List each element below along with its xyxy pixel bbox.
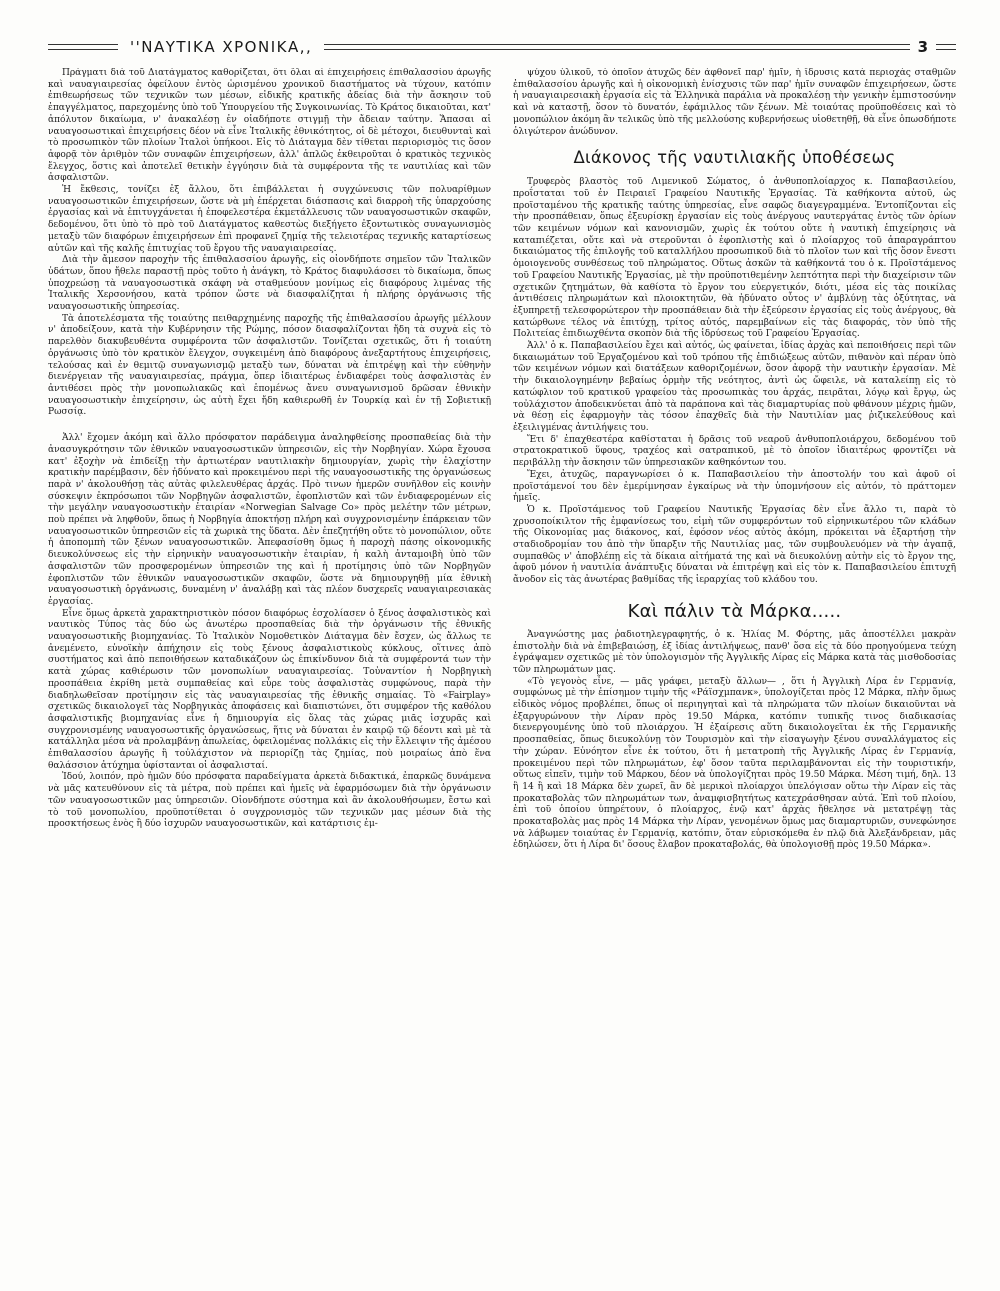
article-paragraph: Πράγματι διὰ τοῦ Διατάγματος καθορίζεται, ὅτι ὅλαι αἱ ἐπιχειρήσεις ἐπιθαλασσίου ἀρωγῆς καὶ ναυαγιαιρεσίας ὀφείλουν ἐντὸς ὡρισμένου χρονικοῦ διαστήματος νὰ τύχουν, κατόπιν ἐπιθεωρήσεως τῶν τεχνικῶν των μέσων, εἰδικῆς κρατικῆς ἀδείας διὰ τὴν ἄσκησιν τοῦ ἐπαγγέλματος, παρεχομένης ὑπὸ τοῦ Ὑπουργείου τῆς Συγκοινωνίας. Τὸ Κράτος δικαιοῦται, κατ' ἀπόλυτον δικαίωμα, ν' ἀνακαλέσῃ ἐν οἱαδήποτε στιγμῇ τὴν ἄδειαν ταύτην. Ἅπασαι αἱ ναυαγοσωστικαὶ ἐπιχειρήσεις δέον νὰ εἶνε Ἰταλικῆς ἐθνικότητος, οἱ δὲ μέτοχοι, διευθυνταὶ καὶ τὸ προσωπικὸν τῶν πλοίων Ἰταλοὶ ὑπήκοοι. Εἰς τὸ Διάταγμα δὲν τίθεται περιορισμὸς τις ὅσον ἀφορᾷ τὸν ἀριθμὸν τῶν συναφῶν ἐπιχειρήσεων, ἀλλ' ἁπλῶς ἐκθειροῦται ὁ κρατικὸς τεχνικὸς ἔλεγχος, ὅστις καὶ ἀποτελεῖ θετικὴν ἐγγύησιν διὰ τὰ συμφέροντα τῆς τε ναυτιλίας καὶ τῶν ἀσφαλιστῶν. xyxy=(48,68,491,184)
article-paragraph: Τρυφερὸς βλαστὸς τοῦ Λιμενικοῦ Σώματος, ὁ ἀνθυποπλοίαρχος κ. Παπαβασιλείου, προΐσταται τοῦ ἐν Πειραιεῖ Γραφείου Ναυτικῆς Ἐργασίας. Τὰ καθήκοντα αὐτοῦ, ὡς προϊσταμένου τῆς κρατικῆς ταύτης ὑπηρεσίας, εἶνε σαφῶς διαγεγραμμένα. Ἐντοπίζονται εἰς τὴν προσπάθειαν, ὅπως ἐξευρίσκῃ ἐργασίαν εἰς τοὺς ἀνέργους ναυτεργάτας ἐντὸς τῶν ὁρίων τῶν κειμένων νόμων καὶ κανονισμῶν, χωρὶς ἐκ τούτου οὔτε ἡ ναυτικὴ ἐπιχείρησις νὰ καταπιέζεται, οὔτε καὶ νὰ στεροῦνται ὁ ἐφοπλιστὴς καὶ ὁ πλοίαρχος τοῦ ἀπαραγράπτου δικαιώματος τῆς ἐπιλογῆς τοῦ καταλλήλου προσωπικοῦ διὰ τὸ πλοῖον των καὶ τῆς ὅσον ἔνεστι ὁμοιογενοῦς συνθέσεως τοῦ πληρώματος. Οὕτως ἀσκῶν τὰ καθήκοντά του ὁ κ. Προϊστάμενος τοῦ Γραφείου Ναυτικῆς Ἐργασίας, μὲ τὴν προϋποτιθεμένην λεπτότητα περὶ τὴν διαχείρισιν τῶν σχετικῶν ζητημάτων, θὰ καθίστα τὸ ἔργον του εὐεργετικόν, διότι, μέσα εἰς τὰς ποικίλας ἀντιθέσεις πληρωμάτων καὶ πλοιοκτητῶν, θὰ ἠδύνατο οὗτος ν' ἀμβλύνῃ τὰς ὀξύτητας, νὰ ἐξυπηρετῇ τελεσφορώτερον τὴν προσπάθειαν διὰ τὴν ἐξεύρεσιν ἐργασίας εἰς τοὺς ἀνέργους, θὰ κατώρθωνε τέλος νὰ ἐπιτύχῃ, τρίτος αὐτός, παρεμβαίνων εἰς τὰς διαφοράς, τὸν ὑπὸ τῆς Πολιτείας ἐπιδιωχθέντα σκοπὸν διὰ τῆς ἱδρύσεως τοῦ Γραφείου Ἐργασίας. xyxy=(513,177,956,340)
left-column xyxy=(48,68,491,1278)
article-paragraph: Τὰ ἀποτελέσματα τῆς τοιαύτης πειθαρχημένης παροχῆς τῆς ἐπιθαλασσίου ἀρωγῆς μέλλουν ν' ἀποδείξουν, κατὰ τὴν Κυβέρνησιν τῆς Ρώμης, πόσον διασφαλίζονται ἤδη τὰ συχνὰ εἰς τὸ παρελθὸν διακυβευθέντα συμφέροντα τῶν ἀσφαλιστῶν. Τονίζεται σχετικῶς, ὅτι ἡ τοιαύτη ὀργάνωσις ὑπὸ τὸν κρατικὸν ἔλεγχον, συγκειμένη ἀπὸ διαφόρους ἀνεξαρτήτους ἐπιχειρήσεις, τελούσας καὶ ἐν θεμιτῷ συναγωνισμῷ μεταξὺ των, δύναται νὰ ἐπιτρέψῃ καὶ τὴν εὐθηνὴν διενέργειαν τῆς ναυαγιαιρεσίας, πράγμα, ὅπερ ἰδιαιτέρως ἐνδιαφέρει τοὺς ἀσφαλιστὰς ἐν ἀντιθέσει πρὸς τὴν μονοπωλιακῶς καὶ ἑπομένως ἄνευ συναγωνισμοῦ δρῶσαν ἐθνικὴν ναυαγοσωστικὴν ἐπιχείρησιν, ὡς αὐτὴ ἔχει ἤδη καθιερωθῆ ἐν Τουρκίᾳ καὶ ἐν τῇ Σοβιετικῇ Ρωσσίᾳ. xyxy=(48,313,491,418)
article-paragraph: Διὰ τὴν ἄμεσον παροχὴν τῆς ἐπιθαλασσίου ἀρωγῆς, εἰς οἱονδήποτε σημεῖον τῶν Ἰταλικῶν ὑδάτων, ὅπου ἤθελε παραστῇ πρὸς τοῦτο ἡ ἀνάγκη, τὸ Κράτος διαφυλάσσει τὸ δικαίωμα, ὅπως ὑποχρεώσῃ τὰ ναυαγοσωστικὰ σκάφη νὰ σταθμεύουν μονίμως εἰς διαφόρους λιμένας τῆς Ἰταλικῆς Χερσονήσου, κατὰ τρόπον ὥστε νὰ διασφαλίζηται ἡ πλήρης ὀργάνωσις τῆς ναυαγοσωστικῆς ὑπηρεσίας. xyxy=(48,255,491,313)
article-paragraph: Ἀναγνώστης μας ῥαδιοτηλεγραφητής, ὁ κ. Ἠλίας Μ. Φόρτης, μᾶς ἀποστέλλει μακρὰν ἐπιστολὴν διὰ νὰ ἐπιβεβαιώσῃ, ἐξ ἰδίας ἀντιλήψεως, πανθ' ὅσα εἰς τὰ δύο προηγούμενα τεύχη ἐγράψαμεν σχετικῶς μὲ τὸν ὑπολογισμὸν τῆς Ἀγγλικῆς Λίρας εἰς Μάρκα κατὰ τὰς μισθοδοσίας τῶν πληρωμάτων μας. xyxy=(513,629,956,675)
article-paragraph: «Τὸ γεγονὸς εἶνε, — μᾶς γράφει, μεταξὺ ἄλλων— , ὅτι ἡ Ἀγγλικὴ Λίρα ἐν Γερμανίᾳ, συμφώνως μὲ τὴν ἐπίσημον τιμὴν τῆς «Ράϊσχμπανκ», ὑπολογίζεται πρὸς 12 Μάρκα, πλὴν ὅμως εἰδικὸς νόμος προβλέπει, ὅπως οἱ περιηγηταὶ καὶ τὰ πληρώματα τῶν πλοίων δικαιοῦνται νὰ ἐξαργυρώνουν τὴν Λίραν πρὸς 19.50 Μάρκα, κατόπιν τυπικῆς τινος διαδικασίας διενεργουμένης ὑπὸ τοῦ πλοιάρχου. Ἡ ἐξαίρεσις αὕτη δικαιολογεῖται ἐκ τῆς Γερμανικῆς προσπαθείας, ὅπως διευκολύνῃ τὸν Τουρισμὸν καὶ τὴν εἰσαγωγὴν ξένου συναλλάγματος εἰς τὴν χώραν. Εὐνόητον εἶνε ἐκ τούτου, ὅτι ἡ μετατροπὴ τῆς Ἀγγλικῆς Λίρας ἐν Γερμανίᾳ, προκειμένου περὶ τῶν πληρωμάτων, ἐφ' ὅσον ταῦτα περιλαμβάνονται εἰς τὴν τουριστικήν, οὕτως εἰπεῖν, τιμὴν τοῦ Μάρκου, δέον νὰ ὑπολογίζηται πρὸς 19.50 Μάρκα. Μέση τιμή, δηλ. 13 ἢ 14 ἢ καὶ 18 Μάρκα δὲν χωρεῖ, ἂν δὲ μερικοὶ πλοίαρχοι ὑπελόγισαν οὕτω τὴν Λίραν εἰς τὰς προκαταβολὰς τῶν πληρωμάτων των, ἀναμφισβητήτως κατεχράσθησαν αὐτά. Ἐπὶ τοῦ πλοίου, ἐπὶ τοῦ ὁποίου ὑπηρέτουν, ὁ πλοίαρχος, ἐνῷ κατ' ἀρχὰς ἤθελησε νὰ μετατρέψῃ τὰς προκαταβολὰς μας πρὸς 14 Μάρκα τὴν Λίραν, γενομένων ὅμως μας διαμαρτυριῶν, συνεφώνησε νὰ λάβωμεν τοιαύτας ἐν Γερμανίᾳ, κατόπιν, ὅταν εὑρισκόμεθα ἐν πλῷ διὰ Ἀλεξάνδρειαν, μᾶς ἐδηλώσεν, ὅτι ἡ Λίρα δι' ὅσους ἔλαβον προκαταβολάς, θὰ ὑπολογισθῇ πρὸς 19.50 Μάρκα». xyxy=(513,676,956,851)
article-paragraph: Ἀλλ' ἔχομεν ἀκόμη καὶ ἄλλο πρόσφατον παράδειγμα ἀναληφθείσης προσπαθείας διὰ τὴν ἀνασυγκρότησιν τῶν ἐθνικῶν ναυαγοσωστικῶν ὑπηρεσιῶν, εἰς τὴν Νορβηγίαν. Χώρα ἔχουσα κατ' ἐξοχὴν νὰ ἐπιδείξῃ τὴν ἀρτιωτέραν ναυτιλιακὴν δημιουργίαν, χωρὶς τὴν ἐλαχίστην κρατικὴν παρέμβασιν, δὲν ἠδύνατο καὶ προκειμένου περὶ τῆς ναυαγοσωστικῆς της ὀργανώσεως παρὰ ν' ἀκολουθήσῃ τὰς αὐτὰς φιλελευθέρας ἀρχάς. Πρὸ τινων ἡμερῶν συνῆλθον εἰς κοινὴν σύσκεψιν ἐκπρόσωποι τῶν Νορβηγῶν ἀσφαλιστῶν, ἐφοπλιστῶν καὶ τῶν ἐνδιαφερομένων εἰς τὴν μεγάλην ναυαγοσωστικὴν ἑταιρίαν «Norwegian Salvage Co» πρὸς μελέτην τῶν μέτρων, ποὺ πρέπει νὰ ληφθοῦν, ὅπως ἡ Νορβηγία ἀποκτήσῃ πλήρη καὶ συγχρονισμένην ἐπάρκειαν τῶν ναυαγοσωστικῶν ὑπηρεσιῶν εἰς τὰ χωρικὰ της ὕδατα. Δὲν ἐπεζητήθη οὔτε τὸ μονοπώλιον, οὔτε ἡ ἀποπομπὴ τῶν ξένων ναυαγοσωστικῶν. Ἀπεφασίσθη ὅμως ἡ παροχὴ πάσης οἰκονομικῆς διευκολύνσεως εἰς τὴν εἰρηνικὴν ναυαγοσωστικὴν ἑταιρίαν, ἡ καλὴ ἀνταμοιβὴ ὑπὸ τῶν ἀσφαλιστῶν τῶν προσφερομένων ὑπηρεσιῶν της καὶ ἡ προτίμησις ὑπὸ τῶν Νορβηγῶν ἐφοπλιστῶν τῶν ἐθνικῶν ναυαγοσωστικῶν σκαφῶν, ὥστε νὰ δημιουργηθῇ μία ἐθνικὴ ναυαγοσωστικὴ ὀργάνωσις, δυναμένη ν' ἀναλάβῃ καὶ τὰς πλέον δυσχερεῖς ναυαγιαιρεσιακὰς ἐργασίας. xyxy=(48,433,491,607)
article-paragraph: ψύχου ὑλικοῦ, τὸ ὁποῖον ἀτυχῶς δὲν ἀφθονεῖ παρ' ἡμῖν, ἡ ἵδρυσις κατὰ περιοχὰς σταθμῶν ἐπιθαλασσίου ἀρωγῆς καὶ ἡ οἰκονομικὴ ἐνίσχυσις τῶν παρ' ἡμῖν συναφῶν ἐπιχειρήσεων, ὥστε ἡ ναυαγιαιρεσιακὴ ἐργασία εἰς τὰ Ἑλληνικὰ παράλια νὰ προκαλέσῃ τὴν γενικὴν ἐμπιστοσύνην καὶ νὰ καταστῇ, ὅσον τὸ δυνατόν, ἐφάμιλλος τῶν ξένων. Μὲ τοιαύτας προϋποθέσεις καὶ τὸ μονοπώλιον ἀκόμη ἂν τελικῶς ὑπὸ τῆς μελλούσης κυβερνήσεως υἱοθετηθῇ, θὰ εἶνε ὁπωσδήποτε ὀλιγώτερον ἀνώδυνον. xyxy=(513,68,956,137)
header-rule-right xyxy=(936,44,956,50)
header-rule-middle xyxy=(324,44,909,50)
section-heading-maritime-servant: Διάκονος τῆς ναυτιλιακῆς ὑποθέσεως xyxy=(573,148,896,168)
section-heading-marks: Καὶ πάλιν τὰ Μάρκα..... xyxy=(627,600,842,622)
publication-title: ''ΝΑΥΤΙΚΑ ΧΡΟΝΙΚΑ,, xyxy=(130,38,313,56)
article-columns xyxy=(48,68,956,1278)
article-paragraph: Ἔχει, ἀτυχῶς, παραγνωρίσει ὁ κ. Παπαβασιλείου τὴν ἀποστολήν του καὶ ἀφοῦ οἱ προϊστάμενοί του δὲν ἐμερίμνησαν ἐγκαίρως νὰ τὴν ὑπομνήσουν εἰς αὐτόν, τὸ πράττομεν ἡμεῖς. xyxy=(513,469,956,504)
article-paragraph: Ὁ κ. Προϊστάμενος τοῦ Γραφείου Ναυτικῆς Ἐργασίας δὲν εἶνε ἄλλο τι, παρὰ τὸ χρυσοποίκιλτον τῆς ἐμφανίσεως του, εἰμὴ τῶν συμφερόντων τοῦ εἰρηνικωτέρου τῶν κλάδων τῆς Οἰκονομίας μας διάκονος, καί, ἐφόσον νέος αὐτὸς ἀκόμη, πρόκειται νὰ ἐξαρτήσῃ τὴν σταδιοδρομίαν του ἀπὸ τὴν ὕπαρξιν τῆς Ναυτιλίας μας, τῶν συμβουλευόμεν νὰ τὴν ἀγαπᾷ, συμπαθῶς ν' ἀποβλέπῃ εἰς τὰ δίκαια αἰτήματά της καὶ νὰ διευκολύνῃ αὐτὴν εἰς τὸ ἔργον της, ἀφοῦ μόνον ἡ ναυτιλία ἀνάπτυξις δύναται νὰ ἐπιτρέψῃ καὶ εἰς τὸν κ. Παπαβασιλείου ἐπιτυχῆ ἄνοδον εἰς τὰς ἀνωτέρας βαθμίδας τῆς ἱεραρχίας τοῦ κλάδου του. xyxy=(513,504,956,586)
article-paragraph: Ἔτι δ' ἐπαχθεστέρα καθίσταται ἡ δρᾶσις τοῦ νεαροῦ ἀνθυποπλοιάρχου, δεδομένου τοῦ στρατοκρατικοῦ ὕφους, τραχέος καὶ σατραπικοῦ, μὲ τὸ ὁποῖον ἰδιαιτέρως φροντίζει νὰ περιβάλλῃ τὴν ἄσκησιν τῶν ὑπηρεσιακῶν καθηκόντων του. xyxy=(513,434,956,469)
article-paragraph: Ἰδού, λοιπόν, πρὸ ἡμῶν δύο πρόσφατα παραδείγματα ἀρκετὰ διδακτικά, ἐπαρκῶς δυνάμενα νὰ μᾶς κατευθύνουν εἰς τὰ μέτρα, ποὺ πρέπει καὶ ἡμεῖς νὰ ἐφαρμόσωμεν διὰ τὴν ὀργάνωσιν τῶν ναυαγοσωστικῶν μας ὑπηρεσιῶν. Οἱονδήποτε σύστημα καὶ ἂν ἀκολουθήσωμεν, ἔστω καὶ τὸ τοῦ μονοπωλίου, προϋποτίθεται ὁ συγχρονισμὸς τῶν τεχνικῶν μας μέσων διὰ τὴς προσκτήσεως ἑνὸς ἢ δύο ἰσχυρῶν ναυαγοσωστικῶν, καὶ κατάρτισις ἐμ- xyxy=(48,772,491,830)
article-paragraph: Εἶνε ὅμως ἀρκετὰ χαρακτηριστικὸν πόσον διαφόρως ἐσχολίασεν ὁ ξένος ἀσφαλιστικὸς καὶ ναυτικὸς Τύπος τὰς δύο ὡς ἀνωτέρω προσπαθείας διὰ τὴν ὀργάνωσιν τῆς ἐθνικῆς ναυαγοσωστικῆς βιομηχανίας. Τὸ Ἰταλικὸν Νομοθετικὸν Διάταγμα δὲν ἔσχεν, ὡς ἄλλως τε ἀνεμένετο, εὐνοϊκὴν ἀπήχησιν εἰς τοὺς ξένους ἀσφαλιστικοὺς κύκλους, οἵτινες ἀπὸ συστήματος καὶ ἀπὸ πεποιθήσεων καταδικάζουν ὡς ἐπικίνδυνον διὰ τὰ συμφέροντά των τὴν κατὰ χώρας καθιέρωσιν τῶν μονοπωλίων ναυαγιαιρεσίας. Τοὐναντίον ἡ Νορβηγικὴ προσπάθεια ἐκρίθη μετὰ συμπαθείας καὶ εὗρε τοὺς ἀσφαλιστὰς συμφώνους, παρὰ τὴν διαδηλωθεῖσαν προτίμησιν εἰς τὰς ναυαγιαιρεσίας τῆς ἐθνικῆς σημαίας. Τὸ «Fairplay» σχετικῶς δικαιολογεῖ τὰς Νορβηγικὰς ἀποφάσεις καὶ διαπιστώνει, ὅτι συμφέρον τῆς καθόλου ἀσφαλιστικῆς βιομηχανίας εἶνε ἡ δημιουργία εἰς ὅλας τὰς χώρας μιᾶς ἰσχυρᾶς καὶ συγχρονισμένης ναυαγοσωστικῆς ὀργανώσεως, ἥτις νὰ δύναται ἐν καιρῷ τῷ δέοντι καὶ μὲ τὰ κατάλληλα μέσα νὰ προλαμβάνῃ ἀπωλείας, ὀφειλομένας πολλάκις εἰς τὴν ἔλλειψιν τῆς ἀμέσου ἐπιθαλασσίου ἀρωγῆς ἢ τοὐλάχιστον νὰ περιορίζῃ τὰς ζημίας, ποὺ μοιραίως ἀπὸ ἕνα θαλάσσιον ἀτύχημα ὑφίστανται οἱ ἀσφαλισταί. xyxy=(48,608,491,771)
page-number: 3 xyxy=(917,38,928,56)
article-paragraph: Ἡ ἔκθεσις, τονίζει ἐξ ἄλλου, ὅτι ἐπιβάλλεται ἡ συγχώνευσις τῶν πολυαρίθμων ναυαγοσωστικῶν ἐπιχειρήσεων, ὥστε νὰ μὴ ἐπέρχεται διάσπασις καὶ διαρροὴ τῆς ὑπαρχούσης ἐργασίας καὶ νὰ ἐπιτυγχάνεται ἡ ἐποφελεστέρα ἐκμετάλλευσις τῶν ναυαγοσωστικῶν σκαφῶν, δεδομένου, ὅτι ὑπὸ τὸ πρὸ τοῦ Διατάγματος καθεστὼς διεξήγετο ἐξοντωτικὸς συναγωνισμὸς μεταξὺ τῶν διαφόρων ἐπιχειρήσεων ἐπὶ προφανεῖ ζημίᾳ τῆς τελειοτέρας τεχνικῆς καταρτίσεως αὐτῶν καὶ τῆς καλῆς ἐπιτυχίας τοῦ ἔργου τῆς ναυαγιαιρεσίας. xyxy=(48,185,491,254)
header-rule-left xyxy=(48,44,118,50)
right-column xyxy=(513,68,956,1278)
page-header xyxy=(48,34,956,60)
article-paragraph: Ἀλλ' ὁ κ. Παπαβασιλείου ἔχει καὶ αὐτός, ὡς φαίνεται, ἰδίας ἀρχὰς καὶ πεποιθήσεις περὶ τῶν δικαιωμάτων τοῦ Ἐργαζομένου καὶ τοῦ τρόπου τῆς ἐπιδιώξεως αὐτῶν, πιθανὸν καὶ πέραν ὑπὸ τῶν κειμένων νόμων καὶ διατάξεων καθοριζομένων, ὅσον ἀφορᾷ τὴν ναυτικὴν ἐργασίαν. Μὲ τὴν δικαιολογημένην βεβαίως ὁρμὴν τῆς νεότητος, ἀντὶ ὡς ὤφειλε, νὰ καταλείπῃ εἰς τὸ κατώφλιον τοῦ κρατικοῦ γραφείου τὰς προσωπικὰς του ἀρχάς, πειρᾶται, λόγῳ καὶ ἔργῳ, ὡς τοὐλάχιστον ἀποδεικνύεται ἀπὸ τὰ παράπονα καὶ τὰς διαμαρτυρίας ποὺ φθάνουν μέχρις ἡμῶν, νὰ θέσῃ εἰς ἐφαρμογὴν τὰς τόσον ἐπαχθεῖς διὰ τὴν Ναυτιλίαν μας ῥιζικελεύθους καὶ ἐξειλιγμένας ἀντιλήψεις του. xyxy=(513,341,956,433)
